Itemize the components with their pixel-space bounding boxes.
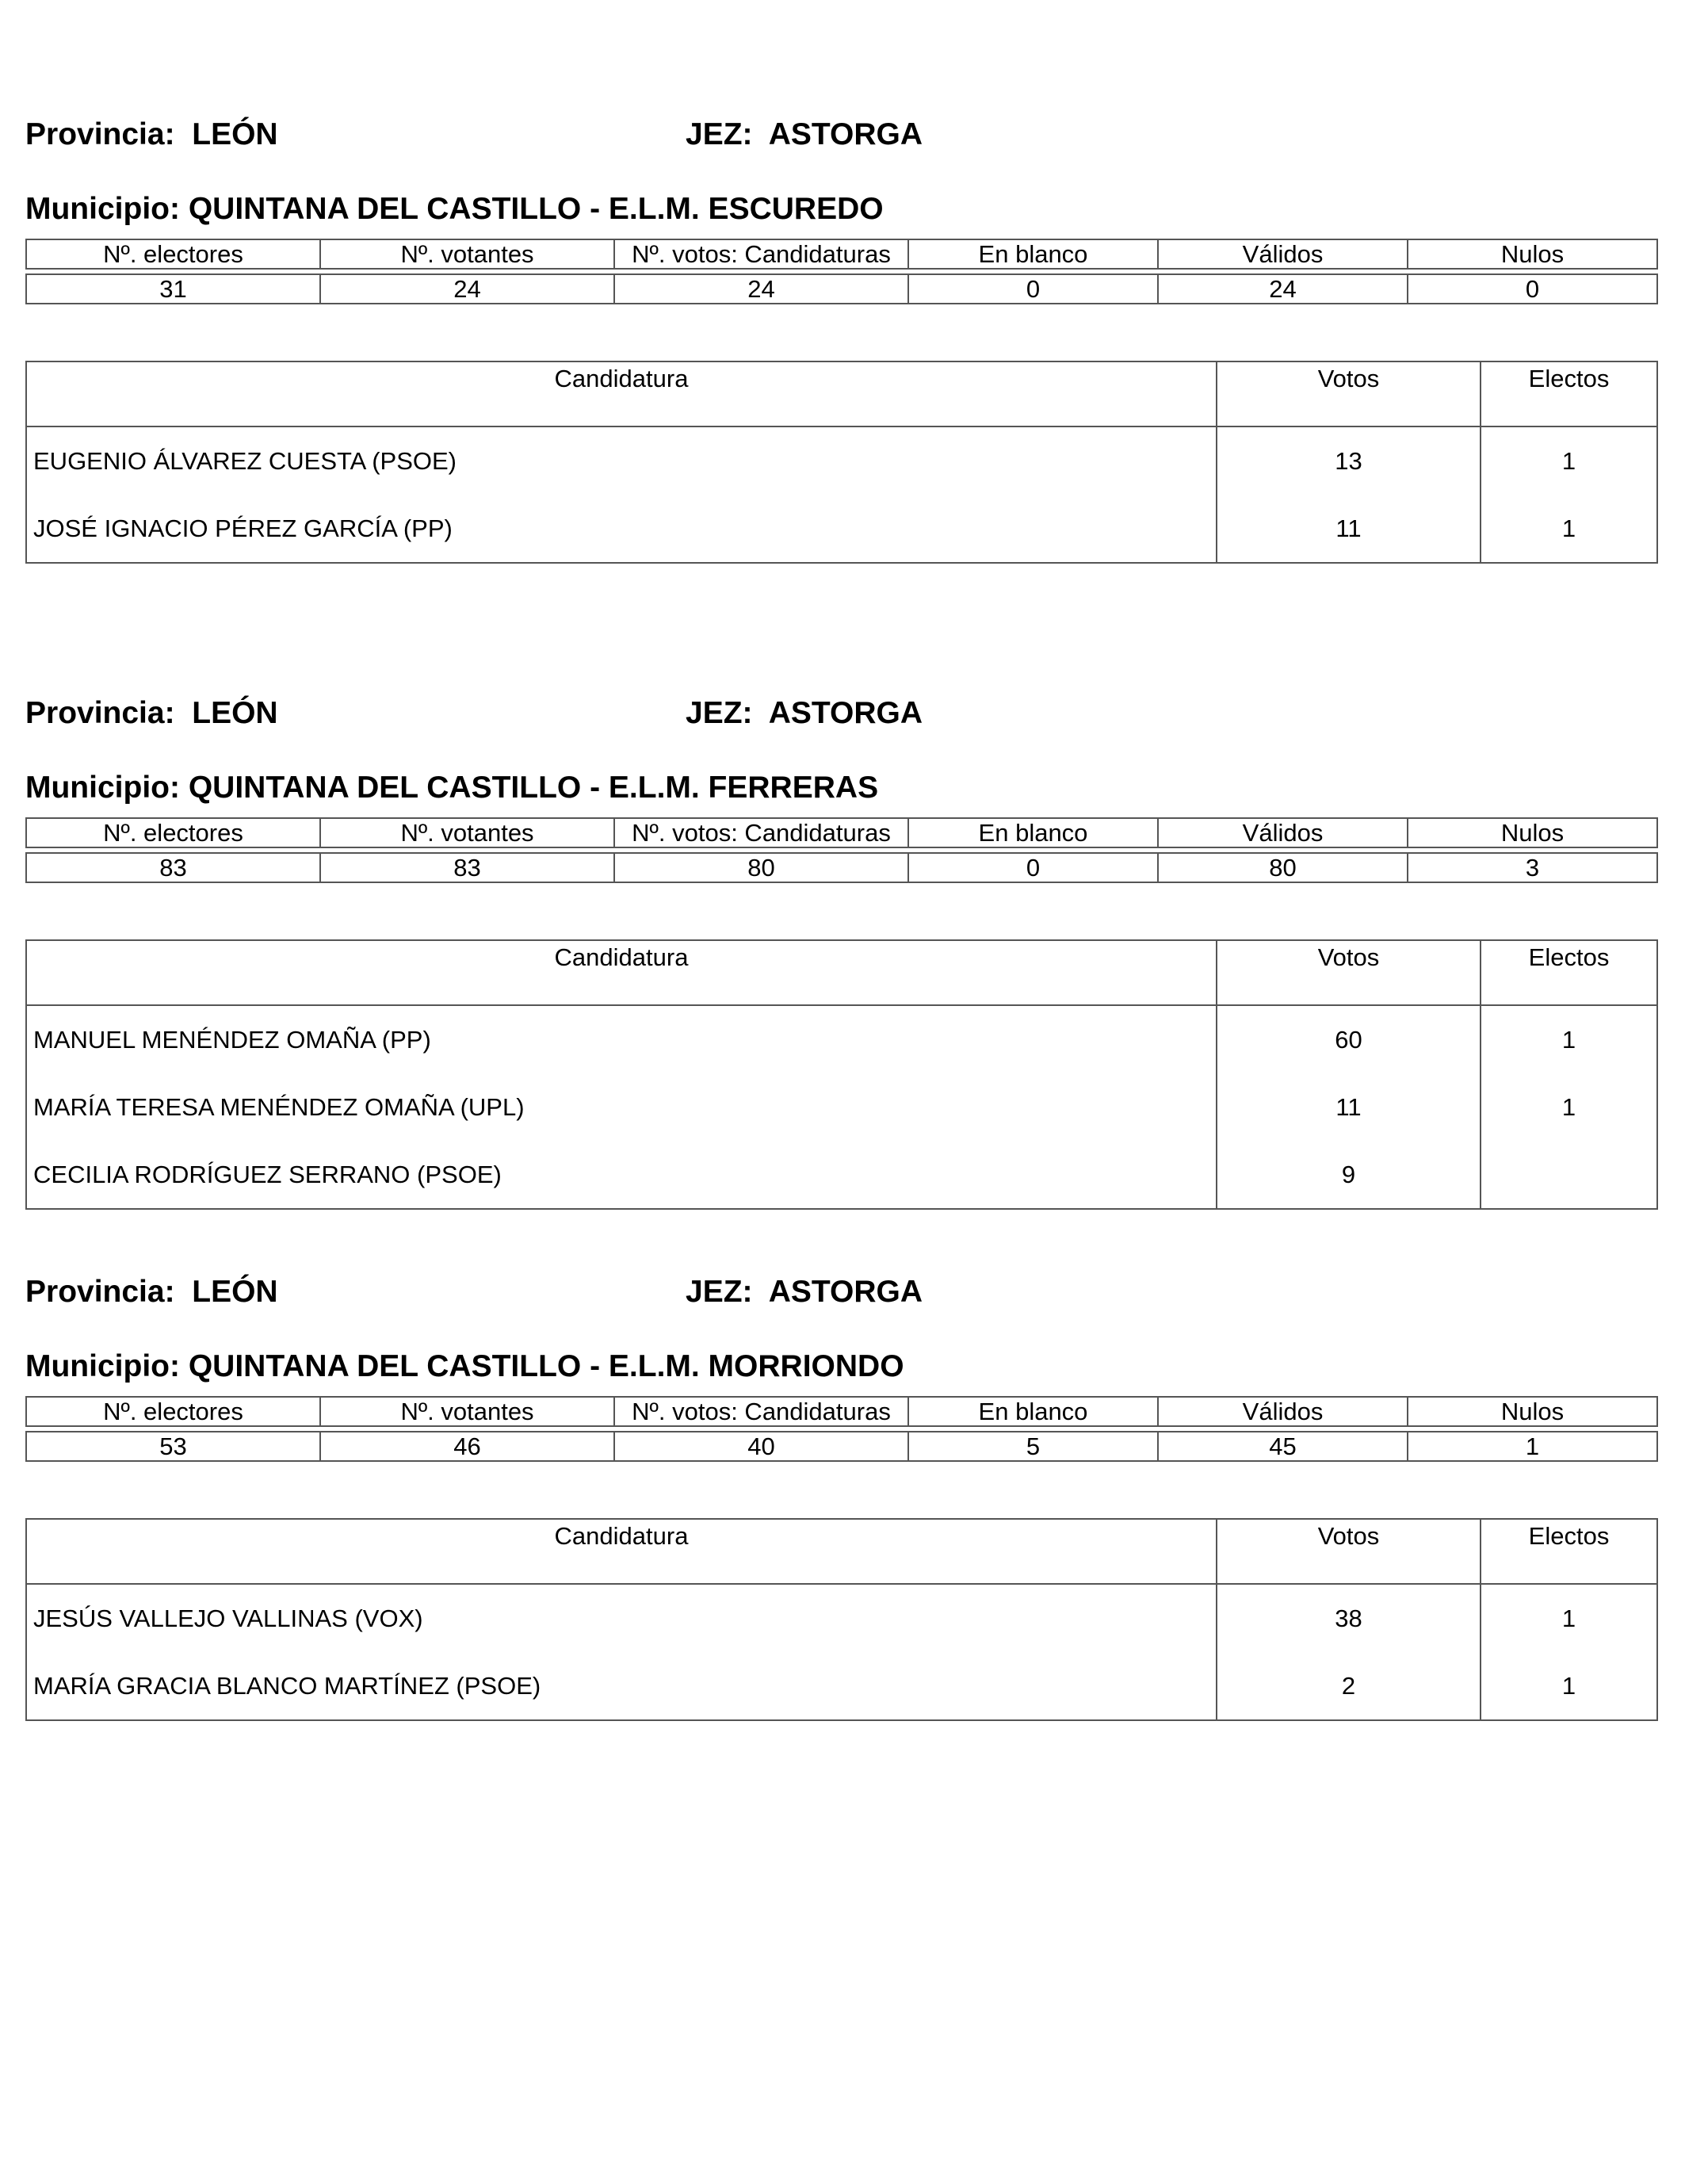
result-section-morriondo — [25, 1272, 1656, 1716]
stats-value-en-blanco: 0 — [908, 853, 1158, 882]
stats-value-validos: 24 — [1158, 274, 1408, 304]
header-votos: Votos — [1217, 940, 1481, 1005]
candidate-row — [26, 1005, 1657, 1073]
candidate-name: JOSÉ IGNACIO PÉREZ GARCÍA (PP) — [26, 495, 1217, 563]
stats-value-nulos: 0 — [1408, 274, 1657, 304]
candidates-header-row — [26, 1519, 1657, 1584]
candidate-votos: 11 — [1217, 1073, 1481, 1141]
candidate-votos: 11 — [1217, 495, 1481, 563]
candidate-votos: 2 — [1217, 1652, 1481, 1720]
stats-table — [25, 1396, 1658, 1462]
candidates-table — [25, 939, 1658, 1210]
stats-header-nulos: Nulos — [1408, 1397, 1657, 1426]
candidates-table — [25, 361, 1658, 564]
municipio-line — [25, 1347, 1656, 1387]
candidate-electos: 1 — [1481, 495, 1657, 563]
candidate-electos: 1 — [1481, 1073, 1657, 1141]
municipio-value: QUINTANA DEL CASTILLO - E.L.M. MORRIONDO — [188, 1349, 904, 1383]
candidate-electos: 1 — [1481, 426, 1657, 495]
stats-value-electores: 53 — [26, 1432, 320, 1461]
stats-value-votantes: 83 — [320, 853, 614, 882]
stats-header-electores: Nº. electores — [26, 818, 320, 847]
municipio-label: Municipio: — [25, 771, 180, 805]
candidate-votos: 13 — [1217, 426, 1481, 495]
header-electos: Electos — [1481, 361, 1657, 426]
stats-value-row — [26, 274, 1657, 304]
municipio-label: Municipio: — [25, 192, 180, 226]
candidate-electos — [1481, 1141, 1657, 1209]
candidate-row — [26, 1141, 1657, 1209]
header-votos: Votos — [1217, 361, 1481, 426]
result-section-ferreras — [25, 694, 1656, 1209]
stats-value-validos: 45 — [1158, 1432, 1408, 1461]
jez-line — [686, 694, 923, 733]
jez-label: JEZ: — [686, 117, 753, 151]
header-electos: Electos — [1481, 1519, 1657, 1584]
stats-header-validos: Válidos — [1158, 1397, 1408, 1426]
provincia-label: Provincia: — [25, 1275, 175, 1309]
municipio-value: QUINTANA DEL CASTILLO - E.L.M. FERRERAS — [188, 771, 879, 805]
candidate-electos: 1 — [1481, 1584, 1657, 1652]
provincia-value: LEÓN — [192, 696, 278, 730]
province-line — [25, 694, 1656, 733]
stats-header-votos-candidaturas: Nº. votos: Candidaturas — [614, 818, 908, 847]
jez-value: ASTORGA — [768, 1275, 923, 1309]
stats-header-electores: Nº. electores — [26, 239, 320, 269]
header-candidatura: Candidatura — [26, 940, 1217, 1005]
stats-value-nulos: 1 — [1408, 1432, 1657, 1461]
candidates-header-row — [26, 361, 1657, 426]
candidate-row — [26, 426, 1657, 495]
stats-table — [25, 239, 1658, 304]
stats-header-en-blanco: En blanco — [908, 239, 1158, 269]
jez-value: ASTORGA — [768, 696, 923, 730]
candidate-votos: 9 — [1217, 1141, 1481, 1209]
candidate-name: MARÍA TERESA MENÉNDEZ OMAÑA (UPL) — [26, 1073, 1217, 1141]
candidate-name: CECILIA RODRÍGUEZ SERRANO (PSOE) — [26, 1141, 1217, 1209]
stats-table — [25, 817, 1658, 883]
stats-value-en-blanco: 5 — [908, 1432, 1158, 1461]
candidates-table — [25, 1518, 1658, 1721]
provincia-label: Provincia: — [25, 696, 175, 730]
jez-label: JEZ: — [686, 1275, 753, 1309]
stats-header-validos: Válidos — [1158, 818, 1408, 847]
provincia-value: LEÓN — [192, 1275, 278, 1309]
jez-line — [686, 1272, 923, 1312]
candidate-name: MANUEL MENÉNDEZ OMAÑA (PP) — [26, 1005, 1217, 1073]
stats-value-row — [26, 1432, 1657, 1461]
stats-header-nulos: Nulos — [1408, 239, 1657, 269]
stats-value-votos-candidaturas: 24 — [614, 274, 908, 304]
stats-value-en-blanco: 0 — [908, 274, 1158, 304]
stats-header-votantes: Nº. votantes — [320, 818, 614, 847]
stats-value-votantes: 46 — [320, 1432, 614, 1461]
municipio-label: Municipio: — [25, 1349, 180, 1383]
candidates-header-row — [26, 940, 1657, 1005]
stats-value-votos-candidaturas: 80 — [614, 853, 908, 882]
stats-header-row — [26, 239, 1657, 269]
stats-header-validos: Válidos — [1158, 239, 1408, 269]
provincia-label: Provincia: — [25, 117, 175, 151]
stats-header-row — [26, 818, 1657, 847]
candidate-votos: 60 — [1217, 1005, 1481, 1073]
candidate-row — [26, 1652, 1657, 1720]
stats-value-electores: 83 — [26, 853, 320, 882]
header-candidatura: Candidatura — [26, 361, 1217, 426]
stats-header-electores: Nº. electores — [26, 1397, 320, 1426]
header-electos: Electos — [1481, 940, 1657, 1005]
candidate-row — [26, 495, 1657, 563]
jez-label: JEZ: — [686, 696, 753, 730]
province-line — [25, 115, 1656, 155]
stats-header-en-blanco: En blanco — [908, 1397, 1158, 1426]
stats-header-en-blanco: En blanco — [908, 818, 1158, 847]
stats-header-votantes: Nº. votantes — [320, 239, 614, 269]
stats-header-row — [26, 1397, 1657, 1426]
jez-value: ASTORGA — [768, 117, 923, 151]
stats-header-votos-candidaturas: Nº. votos: Candidaturas — [614, 239, 908, 269]
stats-value-electores: 31 — [26, 274, 320, 304]
candidate-name: EUGENIO ÁLVAREZ CUESTA (PSOE) — [26, 426, 1217, 495]
municipio-line — [25, 189, 1656, 229]
candidate-row — [26, 1584, 1657, 1652]
header-candidatura: Candidatura — [26, 1519, 1217, 1584]
jez-line — [686, 115, 923, 155]
stats-value-validos: 80 — [1158, 853, 1408, 882]
result-section-escuredo — [25, 115, 1656, 559]
stats-value-votantes: 24 — [320, 274, 614, 304]
candidate-row — [26, 1073, 1657, 1141]
municipio-line — [25, 768, 1656, 808]
stats-header-votos-candidaturas: Nº. votos: Candidaturas — [614, 1397, 908, 1426]
provincia-value: LEÓN — [192, 117, 278, 151]
candidate-votos: 38 — [1217, 1584, 1481, 1652]
candidate-name: JESÚS VALLEJO VALLINAS (VOX) — [26, 1584, 1217, 1652]
candidate-name: MARÍA GRACIA BLANCO MARTÍNEZ (PSOE) — [26, 1652, 1217, 1720]
stats-value-nulos: 3 — [1408, 853, 1657, 882]
header-votos: Votos — [1217, 1519, 1481, 1584]
stats-value-votos-candidaturas: 40 — [614, 1432, 908, 1461]
candidate-electos: 1 — [1481, 1005, 1657, 1073]
stats-header-votantes: Nº. votantes — [320, 1397, 614, 1426]
candidate-electos: 1 — [1481, 1652, 1657, 1720]
province-line — [25, 1272, 1656, 1312]
municipio-value: QUINTANA DEL CASTILLO - E.L.M. ESCUREDO — [188, 192, 884, 226]
stats-header-nulos: Nulos — [1408, 818, 1657, 847]
stats-value-row — [26, 853, 1657, 882]
